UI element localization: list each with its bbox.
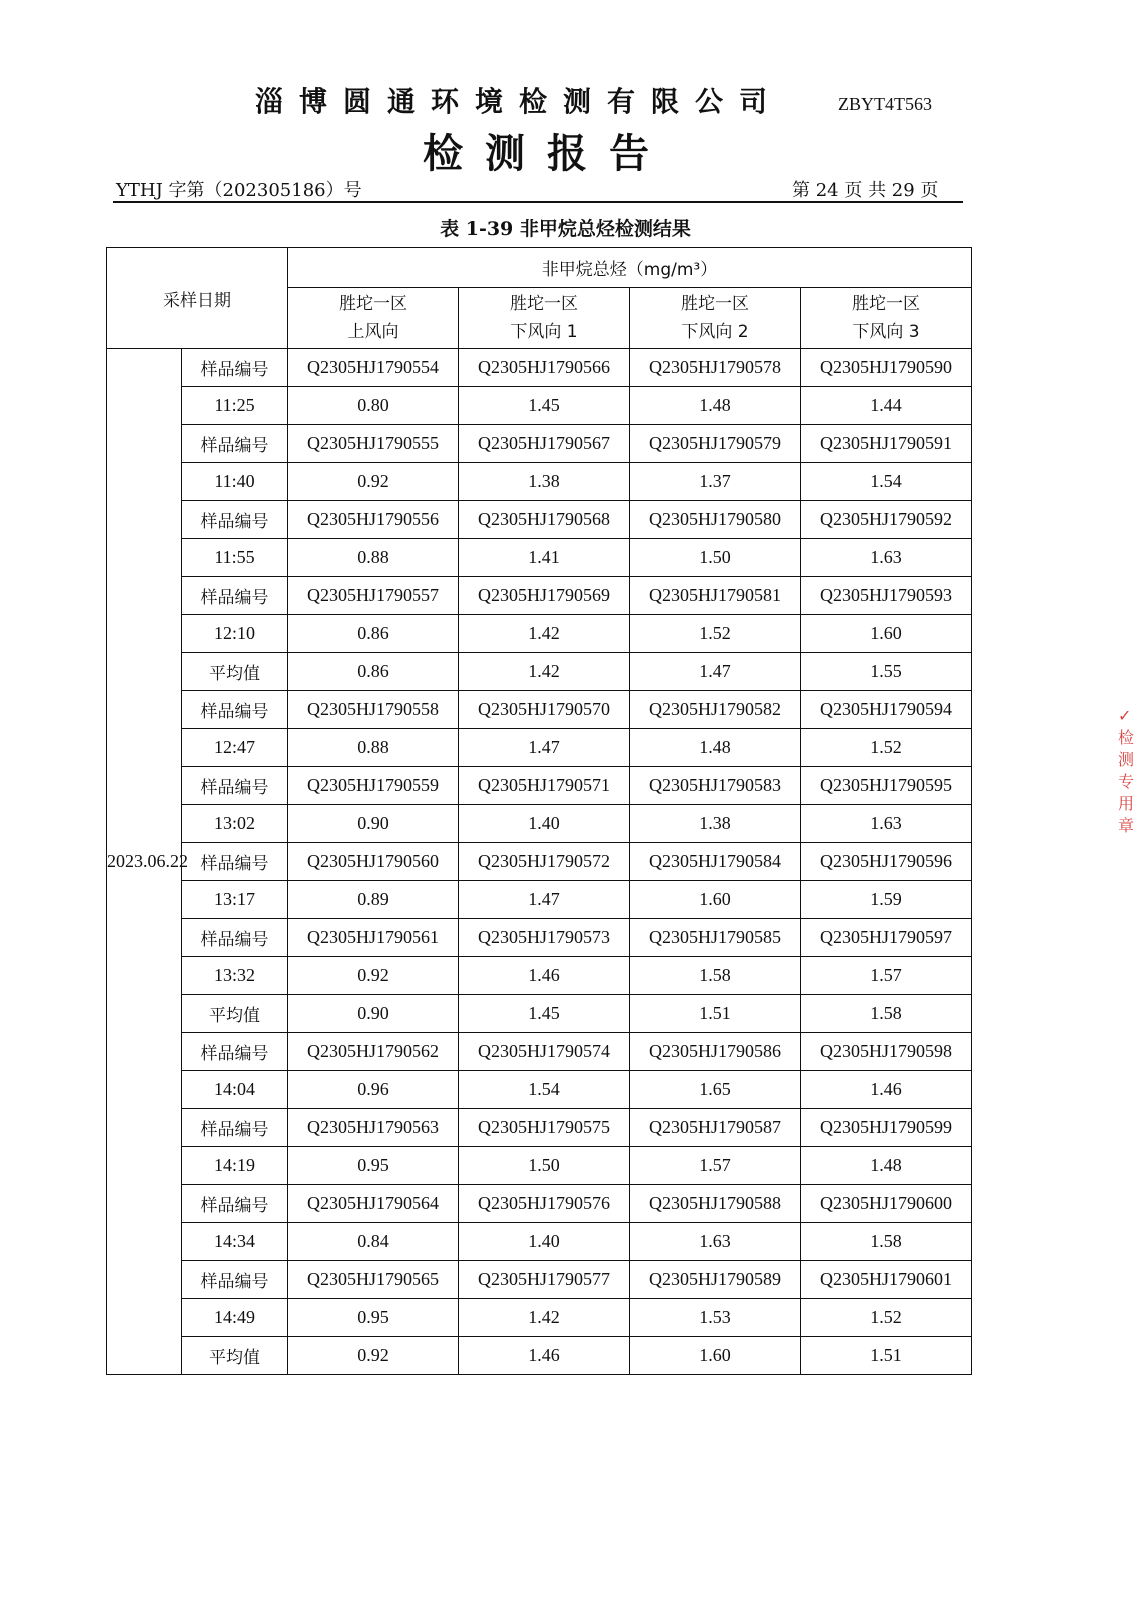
- value-cell: 1.44: [801, 387, 972, 425]
- value-cell: Q2305HJ1790570: [459, 691, 630, 729]
- table-row: [107, 919, 972, 957]
- row-label: 样品编号: [182, 691, 288, 729]
- row-label: 13:32: [182, 957, 288, 995]
- value-cell: Q2305HJ1790563: [288, 1109, 459, 1147]
- value-cell: 1.63: [801, 539, 972, 577]
- value-cell: Q2305HJ1790589: [630, 1261, 801, 1299]
- value-cell: 1.60: [630, 1337, 801, 1375]
- value-cell: Q2305HJ1790585: [630, 919, 801, 957]
- row-label: 13:17: [182, 881, 288, 919]
- table-row: [107, 1147, 972, 1185]
- table-row: [107, 1071, 972, 1109]
- row-label: 样品编号: [182, 425, 288, 463]
- table-row: [107, 387, 972, 425]
- table-row: [107, 691, 972, 729]
- value-cell: Q2305HJ1790558: [288, 691, 459, 729]
- value-cell: Q2305HJ1790555: [288, 425, 459, 463]
- value-cell: 1.58: [801, 1223, 972, 1261]
- table-row: [107, 539, 972, 577]
- value-cell: Q2305HJ1790590: [801, 349, 972, 387]
- table-row: [107, 653, 972, 691]
- value-cell: 1.52: [801, 729, 972, 767]
- row-label: 12:10: [182, 615, 288, 653]
- row-label: 样品编号: [182, 577, 288, 615]
- value-cell: Q2305HJ1790586: [630, 1033, 801, 1071]
- row-label: 14:19: [182, 1147, 288, 1185]
- value-cell: 0.88: [288, 729, 459, 767]
- row-label: 11:55: [182, 539, 288, 577]
- table-row: [107, 881, 972, 919]
- row-label: 样品编号: [182, 1109, 288, 1147]
- table-row: [107, 805, 972, 843]
- value-cell: Q2305HJ1790565: [288, 1261, 459, 1299]
- value-cell: Q2305HJ1790591: [801, 425, 972, 463]
- value-cell: Q2305HJ1790556: [288, 501, 459, 539]
- row-label: 样品编号: [182, 843, 288, 881]
- value-cell: Q2305HJ1790588: [630, 1185, 801, 1223]
- value-cell: Q2305HJ1790581: [630, 577, 801, 615]
- value-cell: 1.63: [630, 1223, 801, 1261]
- row-label: 样品编号: [182, 1261, 288, 1299]
- location-header: 胜坨一区 下风向 1: [459, 288, 630, 349]
- table-row: [107, 1299, 972, 1337]
- value-cell: Q2305HJ1790577: [459, 1261, 630, 1299]
- value-cell: 1.46: [801, 1071, 972, 1109]
- row-label: 11:25: [182, 387, 288, 425]
- value-cell: 1.57: [801, 957, 972, 995]
- table-row: [107, 349, 972, 387]
- value-cell: 1.42: [459, 615, 630, 653]
- value-cell: 0.88: [288, 539, 459, 577]
- value-cell: 1.51: [630, 995, 801, 1033]
- page-info: 第 24 页 共 29 页: [792, 180, 939, 201]
- parameter-header: 非甲烷总烃（mg/m³）: [288, 248, 972, 288]
- value-cell: Q2305HJ1790560: [288, 843, 459, 881]
- value-cell: Q2305HJ1790575: [459, 1109, 630, 1147]
- value-cell: 1.48: [801, 1147, 972, 1185]
- location-header: 胜坨一区 下风向 3: [801, 288, 972, 349]
- value-cell: Q2305HJ1790584: [630, 843, 801, 881]
- table-row: [107, 729, 972, 767]
- results-table: [106, 247, 972, 1375]
- row-label: 样品编号: [182, 767, 288, 805]
- value-cell: 1.52: [801, 1299, 972, 1337]
- value-cell: Q2305HJ1790569: [459, 577, 630, 615]
- value-cell: 1.51: [801, 1337, 972, 1375]
- location-header: 胜坨一区 上风向: [288, 288, 459, 349]
- value-cell: Q2305HJ1790578: [630, 349, 801, 387]
- value-cell: 1.47: [459, 881, 630, 919]
- report-title: 检测报告: [423, 130, 671, 177]
- table-row: [107, 425, 972, 463]
- value-cell: Q2305HJ1790579: [630, 425, 801, 463]
- value-cell: 1.55: [801, 653, 972, 691]
- row-label: 14:34: [182, 1223, 288, 1261]
- value-cell: Q2305HJ1790595: [801, 767, 972, 805]
- value-cell: Q2305HJ1790566: [459, 349, 630, 387]
- company-name: 淄博圆通环境检测有限公司: [255, 85, 784, 118]
- value-cell: Q2305HJ1790600: [801, 1185, 972, 1223]
- value-cell: 0.89: [288, 881, 459, 919]
- value-cell: 0.86: [288, 653, 459, 691]
- row-label: 11:40: [182, 463, 288, 501]
- value-cell: 0.95: [288, 1147, 459, 1185]
- value-cell: 1.53: [630, 1299, 801, 1337]
- table-row: [107, 615, 972, 653]
- value-cell: 1.46: [459, 957, 630, 995]
- value-cell: Q2305HJ1790594: [801, 691, 972, 729]
- sampling-date-header: 采样日期: [107, 248, 288, 349]
- value-cell: 1.48: [630, 729, 801, 767]
- value-cell: 1.54: [459, 1071, 630, 1109]
- value-cell: 0.92: [288, 957, 459, 995]
- value-cell: 1.37: [630, 463, 801, 501]
- value-cell: Q2305HJ1790601: [801, 1261, 972, 1299]
- value-cell: 1.60: [630, 881, 801, 919]
- value-cell: 1.41: [459, 539, 630, 577]
- value-cell: 1.58: [630, 957, 801, 995]
- value-cell: Q2305HJ1790583: [630, 767, 801, 805]
- row-label: 平均值: [182, 653, 288, 691]
- value-cell: 1.58: [801, 995, 972, 1033]
- value-cell: 1.54: [801, 463, 972, 501]
- table-row: [107, 1109, 972, 1147]
- value-cell: 1.42: [459, 653, 630, 691]
- header-rule: [113, 201, 963, 203]
- value-cell: Q2305HJ1790559: [288, 767, 459, 805]
- table-row: [107, 463, 972, 501]
- value-cell: Q2305HJ1790554: [288, 349, 459, 387]
- table-row: [107, 1185, 972, 1223]
- row-label: 平均值: [182, 1337, 288, 1375]
- location-header: 胜坨一区 下风向 2: [630, 288, 801, 349]
- value-cell: 1.57: [630, 1147, 801, 1185]
- row-label: 样品编号: [182, 501, 288, 539]
- value-cell: 1.59: [801, 881, 972, 919]
- row-label: 14:04: [182, 1071, 288, 1109]
- value-cell: Q2305HJ1790557: [288, 577, 459, 615]
- value-cell: 0.84: [288, 1223, 459, 1261]
- row-label: 13:02: [182, 805, 288, 843]
- value-cell: 0.86: [288, 615, 459, 653]
- document-code: ZBYT4T563: [838, 94, 932, 114]
- red-stamp-seal: ✓检测专用章: [1118, 706, 1134, 835]
- value-cell: Q2305HJ1790574: [459, 1033, 630, 1071]
- value-cell: Q2305HJ1790567: [459, 425, 630, 463]
- sampling-date-cell: 2023.06.22: [107, 349, 182, 1375]
- value-cell: 1.50: [459, 1147, 630, 1185]
- value-cell: Q2305HJ1790580: [630, 501, 801, 539]
- value-cell: 1.42: [459, 1299, 630, 1337]
- table-row: [107, 1337, 972, 1375]
- table-row: [107, 1261, 972, 1299]
- value-cell: 1.50: [630, 539, 801, 577]
- row-label: 14:49: [182, 1299, 288, 1337]
- value-cell: 1.60: [801, 615, 972, 653]
- value-cell: 0.92: [288, 463, 459, 501]
- table-title: 表 1-39 非甲烷总烃检测结果: [440, 218, 691, 240]
- value-cell: 1.40: [459, 805, 630, 843]
- value-cell: 0.96: [288, 1071, 459, 1109]
- table-row: [107, 577, 972, 615]
- report-number: YTHJ 字第（202305186）号: [116, 180, 362, 201]
- value-cell: 1.45: [459, 995, 630, 1033]
- value-cell: Q2305HJ1790598: [801, 1033, 972, 1071]
- value-cell: Q2305HJ1790562: [288, 1033, 459, 1071]
- value-cell: 0.80: [288, 387, 459, 425]
- value-cell: 1.47: [630, 653, 801, 691]
- value-cell: 0.95: [288, 1299, 459, 1337]
- row-label: 12:47: [182, 729, 288, 767]
- value-cell: 1.40: [459, 1223, 630, 1261]
- table-row: [107, 1223, 972, 1261]
- value-cell: Q2305HJ1790599: [801, 1109, 972, 1147]
- value-cell: Q2305HJ1790587: [630, 1109, 801, 1147]
- value-cell: 1.48: [630, 387, 801, 425]
- value-cell: Q2305HJ1790582: [630, 691, 801, 729]
- value-cell: 1.65: [630, 1071, 801, 1109]
- value-cell: Q2305HJ1790596: [801, 843, 972, 881]
- value-cell: 1.47: [459, 729, 630, 767]
- value-cell: Q2305HJ1790592: [801, 501, 972, 539]
- value-cell: Q2305HJ1790573: [459, 919, 630, 957]
- value-cell: 0.92: [288, 1337, 459, 1375]
- value-cell: 1.46: [459, 1337, 630, 1375]
- value-cell: Q2305HJ1790576: [459, 1185, 630, 1223]
- value-cell: Q2305HJ1790571: [459, 767, 630, 805]
- table-row: [107, 767, 972, 805]
- row-label: 样品编号: [182, 1033, 288, 1071]
- value-cell: 1.45: [459, 387, 630, 425]
- value-cell: Q2305HJ1790593: [801, 577, 972, 615]
- table-row: [107, 843, 972, 881]
- table-row: [107, 501, 972, 539]
- table-row: [107, 1033, 972, 1071]
- value-cell: 1.38: [459, 463, 630, 501]
- value-cell: 1.38: [630, 805, 801, 843]
- value-cell: Q2305HJ1790572: [459, 843, 630, 881]
- value-cell: 0.90: [288, 805, 459, 843]
- value-cell: 1.63: [801, 805, 972, 843]
- table-row: [107, 995, 972, 1033]
- table-row: [107, 957, 972, 995]
- row-label: 样品编号: [182, 919, 288, 957]
- row-label: 样品编号: [182, 349, 288, 387]
- value-cell: 0.90: [288, 995, 459, 1033]
- value-cell: Q2305HJ1790597: [801, 919, 972, 957]
- value-cell: Q2305HJ1790561: [288, 919, 459, 957]
- table-body: [107, 349, 972, 1375]
- value-cell: 1.52: [630, 615, 801, 653]
- row-label: 平均值: [182, 995, 288, 1033]
- header-row: [107, 248, 972, 288]
- value-cell: Q2305HJ1790568: [459, 501, 630, 539]
- row-label: 样品编号: [182, 1185, 288, 1223]
- value-cell: Q2305HJ1790564: [288, 1185, 459, 1223]
